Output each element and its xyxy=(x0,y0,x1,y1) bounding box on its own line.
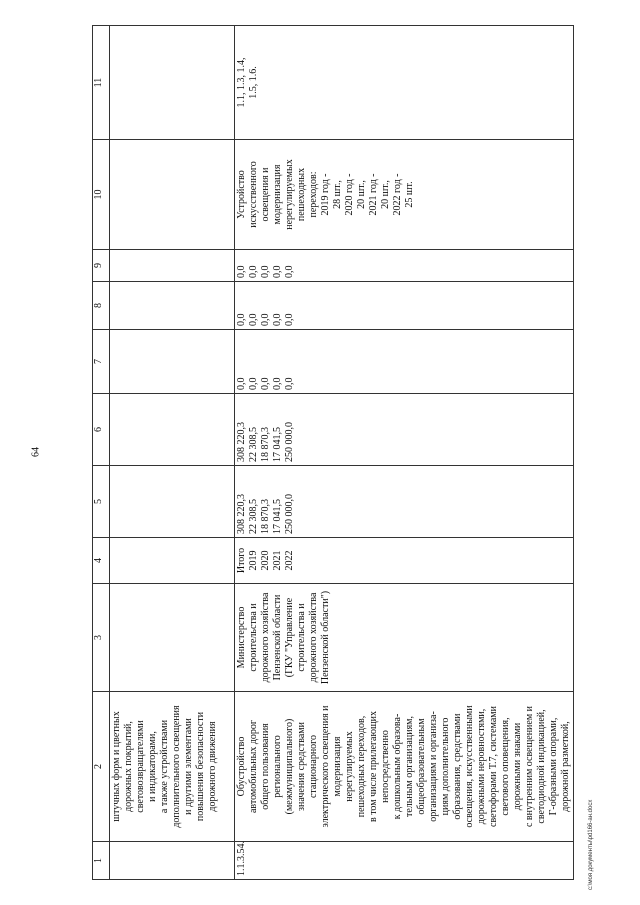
indicator-links-cell: 1.1, 1.3, 1.4, 1.5, 1.6. xyxy=(235,26,574,140)
expected-result-cell: Устройство искусственного освещения и модернизация нерегулируемых пешеходных переходов: 2019 год - 28 шт., 2020 год - 20 шт., 2021 год - 20 шт., 2022 год - 25 шт. xyxy=(235,140,574,250)
col-header: 5 xyxy=(93,466,110,538)
years-cell: Итого 2019 2020 2021 2022 xyxy=(235,538,574,584)
col-header: 4 xyxy=(93,538,110,584)
other-sources-cell: 0,0 0,0 0,0 0,0 0,0 xyxy=(235,250,574,282)
cont-description xyxy=(110,692,235,842)
col-header: 11 xyxy=(93,26,110,140)
col-header: 1 xyxy=(93,842,110,880)
responsible-executor: Министерство строительства и дорожного хозяйства Пензенской области (ГКУ "Управление строительства и дорожного хозяйства Пензенской области") xyxy=(235,584,574,692)
text-line: а также устройствами xyxy=(159,719,170,814)
local-budget-cell: 0,0 0,0 0,0 0,0 0,0 xyxy=(235,282,574,330)
col-header: 6 xyxy=(93,394,110,466)
text-line: дорожных покрытий, xyxy=(123,721,134,812)
column-number-row xyxy=(93,26,110,880)
rotated-table-sheet xyxy=(92,26,586,880)
col-header: 10 xyxy=(93,140,110,250)
col-header: 7 xyxy=(93,330,110,394)
text-line: дорожного движения xyxy=(207,721,218,812)
col-header: 3 xyxy=(93,584,110,692)
table-row xyxy=(235,26,574,880)
col-header: 2 xyxy=(93,692,110,842)
text-line: штучных форм и цветных xyxy=(111,711,122,822)
program-table xyxy=(92,25,574,880)
regional-budget-cell: 308 220,3 22 308,5 18 870,3 17 041,5 250 000,0 xyxy=(235,394,574,466)
text-line: и индикаторами, xyxy=(147,731,158,802)
col-header: 8 xyxy=(93,282,110,330)
page-number: 64 xyxy=(30,447,42,457)
item-number: 1.1.3.54. xyxy=(235,842,574,880)
col-header: 9 xyxy=(93,250,110,282)
total-funding-cell: 308 220,3 22 308,5 18 870,3 17 041,5 250 000,0 xyxy=(235,466,574,538)
text-line: повышения безопасности xyxy=(195,711,206,822)
text-line: дополнительного освещения xyxy=(171,705,182,828)
item-description: Обустройство автомобильных дорог общего пользования регионального (межмуниципального) значения средствами стационарного электрического освещения и модернизация нерегулируемых пешеходных переходов, в том числе прилегающих непосредственно к дошкольным образова- тельным организациям, общеобразовательным организациям и организа- циям дополнительного образования, средствами освещения, искусственными дорожными неровностями, светофорами Т.7, системами светового оповещения, дорожными знаками с внутренним освещением и светодиодной индикацией, Г-образными опорами, дорожной разметкой, xyxy=(235,692,574,842)
footer-path: c:\моя документы\pd166-ан.docx xyxy=(588,799,594,890)
continuation-row xyxy=(110,26,235,880)
federal-budget-cell: 0,0 0,0 0,0 0,0 0,0 xyxy=(235,330,574,394)
text-line: и другими элементами xyxy=(183,718,194,815)
text-line: световозвращателями xyxy=(135,720,146,813)
